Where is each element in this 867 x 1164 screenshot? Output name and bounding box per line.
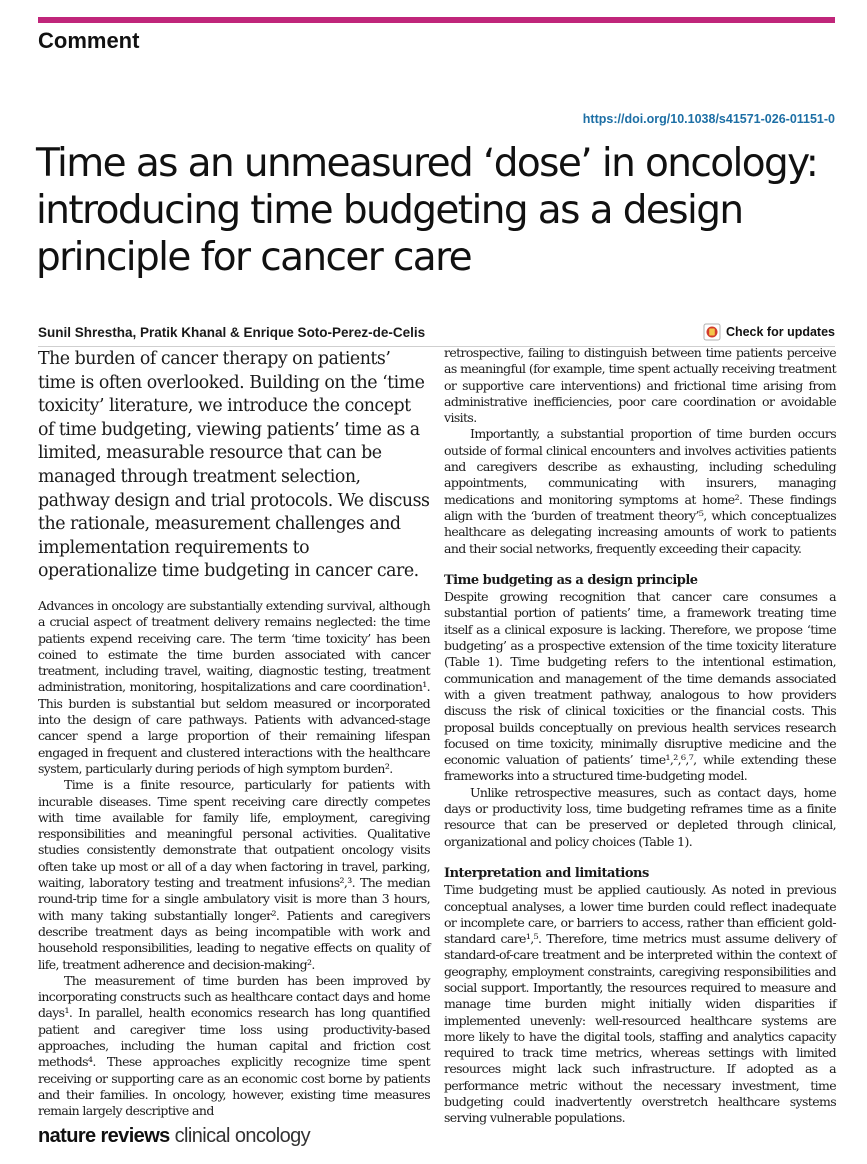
body-column-right [444,345,836,1127]
check-updates-button[interactable] [703,323,835,341]
paragraph: Time budgeting must be applied cautiously. As noted in previous conceptual analyses, a lower time burden could reflect inadequate or incomplete care, or barriers to access, rather than efficient gold-standard care¹,⁵. Therefore, time metrics must assume delivery of standard-of-care treatment and be interpreted within the context of geography, employment constraints, caregiving responsibilities and social support. Importantly, the resources required to measure and manage time burden might initially widen disparities if implemented unevenly: well-resourced healthcare systems are more likely to have the digital tools, staffing and analytics capacity required to track time metrics, whereas settings with limited resources might lack such infrastructure. If adopted as a performance metric without the necessary investment, time budgeting could inadvertently overstretch healthcare systems serving vulnerable populations. [444,882,836,1126]
standfirst: The burden of cancer therapy on patients’ time is often overlooked. Building on the ‘time toxicity’ literature, we introduce the concept of time budgeting, viewing patients’ time as a limited, measurable resource that can be managed through treatment selection, pathway design and trial protocols. We discuss the rationale, measurement challenges and implementation requirements to operationalize time budgeting in cancer care. [38,349,430,582]
paragraph: Advances in oncology are substantially extending survival, although a crucial aspect of treatment delivery remains neglected: the time patients expend receiving care. The term ‘time toxicity’ has been coined to estimate the time burden associated with cancer treatment, including travel, waiting, diagnostic testing, treatment administration, monitoring, hospitalizations and care coordination¹. This burden is substantial but seldom measured or incorporated into the design of care pathways. Patients with advanced-stage cancer spend a large proportion of their remaining lifespan engaged in frequent and clustered interactions with the healthcare system, particularly during periods of high symptom burden². [38,598,430,776]
section-heading: Interpretation and limitations [444,865,649,881]
author-list: Sunil Shrestha, Pratik Khanal & Enrique Soto-Perez-de-Celis [38,325,426,340]
paragraph: Time is a finite resource, particularly for patients with incurable diseases. Time spent receiving care directly competes with time available for family life, employment, caregiving responsibilities and meaningful personal activities. Qualitative studies consistently demonstrate that outpatient oncology visits often take up most or all of a day when factoring in travel, parking, waiting, laboratory testing and treatment infusions²,³. The median round-trip time for a single ambulatory visit is more than 3 hours, with many taking substantially longer². Patients and caregivers describe treatment days as being incompatible with work and household responsibilities, leading to negative effects on quality of life, treatment adherence and decision-making². [38,777,430,972]
journal-brand-light: clinical oncology [174,1125,311,1147]
paragraph: Importantly, a substantial proportion of time burden occurs outside of formal clinical encounters and involves activities patients and caregivers describe as exhausting, including scheduling appointments, communicating with insurers, managing medications and monitoring symptoms at home². These findings align with the ‘burden of treatment theory’⁵, which conceptualizes healthcare as delegating increasing amounts of work to patients and their social networks, frequently exceeding their capacity. [444,426,836,556]
journal-brand-bold: nature reviews [38,1125,170,1147]
section-label: Comment [38,28,140,53]
accent-bar [38,17,835,23]
doi-link[interactable]: https://doi.org/10.1038/s41571-026-01151-0 [582,112,835,126]
paragraph: The measurement of time burden has been improved by incorporating constructs such as healthcare contact days and home days¹. In parallel, health economics research has long quantified patient and caregiver time loss using productivity-based approaches, including the human capital and friction cost methods⁴. These approaches explicitly recognize time spent receiving or supporting care as an economic cost borne by patients and their families. In oncology, however, existing time measures remain largely descriptive and [38,972,430,1119]
paragraph: Unlike retrospective measures, such as contact days, home days or productivity loss, time budgeting reframes time as a finite resource that can be preserved or depleted through clinical, organizational and policy choices (Table 1). [444,784,836,849]
check-updates-label: Check for updates [725,325,835,339]
article-title: Time as an unmeasured ‘dose’ in oncology: introducing time budgeting as a design principle for cancer care [36,141,818,280]
body-column-left [38,598,430,1120]
paragraph: Despite growing recognition that cancer care consumes a substantial portion of patients’ time, a framework treating time itself as a clinical exposure is lacking. Therefore, we propose ‘time budgeting’ as a prospective extension of the time toxicity literature (Table 1). Time budgeting refers to the intentional estimation, communication and management of the time demands associated with a given treatment pathway, analogous to how providers discuss the risk of clinical toxicities or the financial costs. This proposal builds conceptually on previous health services research focused on time toxicity, minimally disruptive medicine and the economic valuation of patients’ time¹,²,⁶,⁷, while extending these frameworks into a structured time-budgeting model. [444,589,836,784]
journal-brand [38,1125,310,1148]
check-for-updates-icon [703,323,721,341]
section-heading: Time budgeting as a design principle [444,572,698,588]
paragraph: retrospective, failing to distinguish between time patients perceive as meaningful (for example, time spent actually receiving treatment or supportive care interventions) and frictional time arising from administrative inefficiencies, poor care coordination or avoidable visits. [444,345,836,426]
